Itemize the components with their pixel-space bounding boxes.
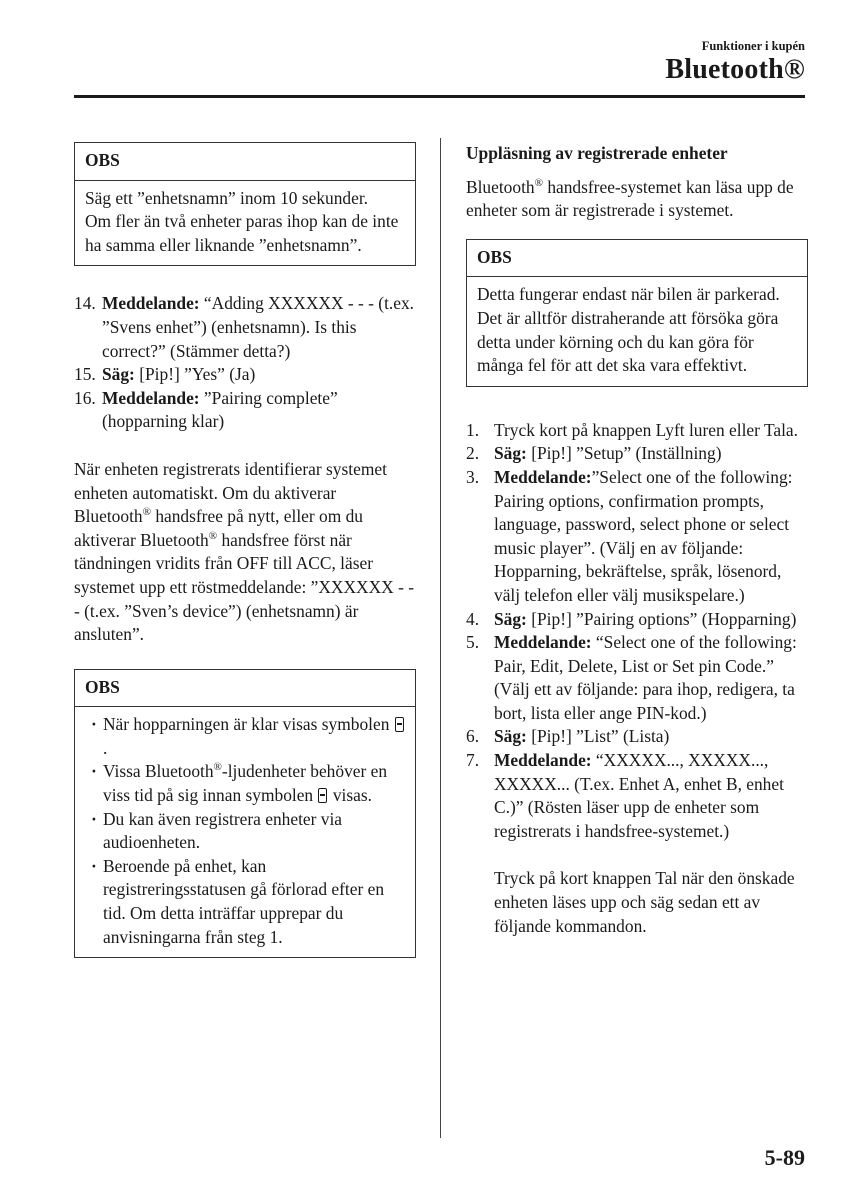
step-2	[466, 442, 808, 466]
bullet-text: Vissa Bluetooth	[103, 761, 214, 782]
note-box-2	[74, 669, 416, 959]
step-keyword: Meddelande:	[494, 466, 592, 487]
registered-mark: ®	[142, 506, 151, 519]
step-number: 14.	[74, 293, 96, 314]
step-3	[466, 466, 808, 608]
step-text: Tryck kort på knappen Lyft luren eller Tala.	[494, 419, 799, 440]
note-box-3	[466, 239, 808, 387]
bluetooth-connected-icon	[395, 717, 404, 732]
bullet-4	[85, 855, 405, 949]
step-number: 5.	[466, 632, 480, 653]
step-7	[466, 749, 808, 843]
step-keyword: Meddelande:	[494, 632, 592, 653]
step-4	[466, 608, 808, 632]
note-text: Detta fungerar endast när bilen är parkerad. Det är alltför distraherande att försöka göra detta under körning och du kan göra för många fel för att det ska vara effektivt.	[477, 284, 780, 376]
step-1	[466, 419, 808, 443]
steps-list-left	[74, 292, 416, 434]
step-number: 7.	[466, 750, 480, 771]
step-number: 2.	[466, 443, 480, 464]
step-number: 4.	[466, 608, 480, 629]
bullet-1	[85, 713, 405, 760]
bluetooth-connected-icon	[318, 788, 327, 803]
step-text: “Adding XXXXXX - - - (t.ex. ”Svens enhet”) (enhetsnamn). Is this correct?” (Stämmer detta?)	[102, 293, 415, 361]
note-line-1: Säg ett ”enhetsnamn” inom 10 sekunder.	[85, 187, 369, 208]
step-text: ”Select one of the following: Pairing options, confirmation prompts, language, password, select phone or select music player”. (Välj en av följande: Hopparning, bekräftelse, språk, lösenord, välj telefon eller välj musikspelare.)	[494, 466, 793, 605]
note-body	[467, 277, 807, 385]
note-body	[75, 181, 415, 266]
registered-mark: ®	[213, 761, 222, 774]
step-text: [Pip!] ”List” (Lista)	[526, 726, 670, 747]
step-text: ”Pairing complete” (hopparning klar)	[102, 387, 338, 432]
page-number: 5-89	[764, 1145, 805, 1170]
registered-mark: ®	[208, 529, 218, 542]
steps-list-right	[466, 419, 808, 844]
step-text: “Select one of the following: Pair, Edit, Delete, List or Set pin Code.” (Välj ett av följande: para ihop, redigera, ta bort, lista eller ange PIN-kod.)	[494, 632, 797, 723]
section-label: Funktioner i kupén	[701, 39, 805, 53]
bullet-text: Du kan även registrera enheter via audioenheten.	[103, 808, 343, 853]
step-number: 3.	[466, 466, 480, 487]
note-label: OBS	[75, 670, 415, 708]
para-text-3: handsfree först när tändningen vridits från OFF till ACC, läser systemet upp ett röstmeddelande: ”XXXXXX - - - (t.ex. ”Sven’s device”) (enhetsnamn) är ansluten”.	[74, 529, 415, 645]
step-keyword: Säg:	[494, 443, 527, 464]
registered-mark: ®	[534, 176, 543, 189]
closing-paragraph: Tryck på kort knappen Tal när den önskade enheten läses upp och säg sedan ett av följande kommandon.	[494, 868, 795, 936]
note-label: OBS	[75, 143, 415, 181]
step-text: [Pip!] ”Setup” (Inställning)	[526, 443, 722, 464]
step-14	[74, 292, 416, 363]
step-keyword: Säg:	[102, 364, 135, 385]
registration-paragraph	[74, 458, 416, 647]
step-16	[74, 387, 416, 434]
note-bullets	[75, 707, 415, 957]
note-line-2: Om fler än två enheter paras ihop kan de inte ha samma eller liknande ”enhetsnamn”.	[85, 211, 399, 255]
left-column	[74, 142, 416, 958]
step-text: “XXXXX..., XXXXX..., XXXXX... (T.ex. Enhet A, enhet B, enhet C.)” (Rösten läser upp de enheter som registrerats i handsfree-systemet.)	[494, 750, 784, 841]
step-keyword: Meddelande:	[494, 750, 592, 771]
section-heading: Uppläsning av registrerade enheter	[466, 143, 728, 163]
step-text: [Pip!] ”Pairing options” (Hopparning)	[526, 608, 797, 629]
bullet-text: Beroende på enhet, kan registreringsstatusen gå förlorad efter en tid. Om detta inträffar upprepar du anvisningarna från steg 1.	[103, 855, 385, 947]
step-number: 16.	[74, 387, 96, 408]
bullet-2	[85, 760, 405, 807]
step-number: 1.	[466, 419, 480, 440]
note-box-1	[74, 142, 416, 266]
step-number: 15.	[74, 364, 96, 385]
right-column	[466, 142, 808, 938]
bullet-text: -ljudenheter behöver en viss tid på sig innan symbolen	[103, 761, 388, 806]
bullet-3	[85, 808, 405, 855]
bullet-text: visas.	[328, 785, 372, 806]
step-6	[466, 725, 808, 749]
header-rule	[74, 95, 805, 98]
step-15	[74, 363, 416, 387]
para-text-1: När enheten registrerats identifierar systemet enheten automatiskt. Om du aktiverar Bluetooth	[74, 458, 387, 527]
intro-text: Bluetooth	[466, 176, 535, 197]
page-title: Bluetooth®	[665, 54, 805, 85]
step-number: 6.	[466, 726, 480, 747]
intro-text: handsfree-systemet kan läsa upp de enheter som är registrerade i systemet.	[466, 176, 794, 221]
step-5	[466, 631, 808, 725]
step-keyword: Säg:	[494, 726, 527, 747]
column-divider	[440, 138, 441, 1138]
intro-paragraph	[466, 176, 808, 223]
step-keyword: Meddelande:	[102, 293, 200, 314]
bullet-text: .	[103, 737, 108, 758]
bullet-text: När hopparningen är klar visas symbolen	[103, 714, 394, 735]
step-text: [Pip!] ”Yes” (Ja)	[134, 364, 256, 385]
note-label: OBS	[467, 240, 807, 278]
step-keyword: Meddelande:	[102, 387, 200, 408]
para-text-2: handsfree på nytt, eller om du aktiverar Bluetooth	[74, 506, 363, 550]
step-keyword: Säg:	[494, 608, 527, 629]
